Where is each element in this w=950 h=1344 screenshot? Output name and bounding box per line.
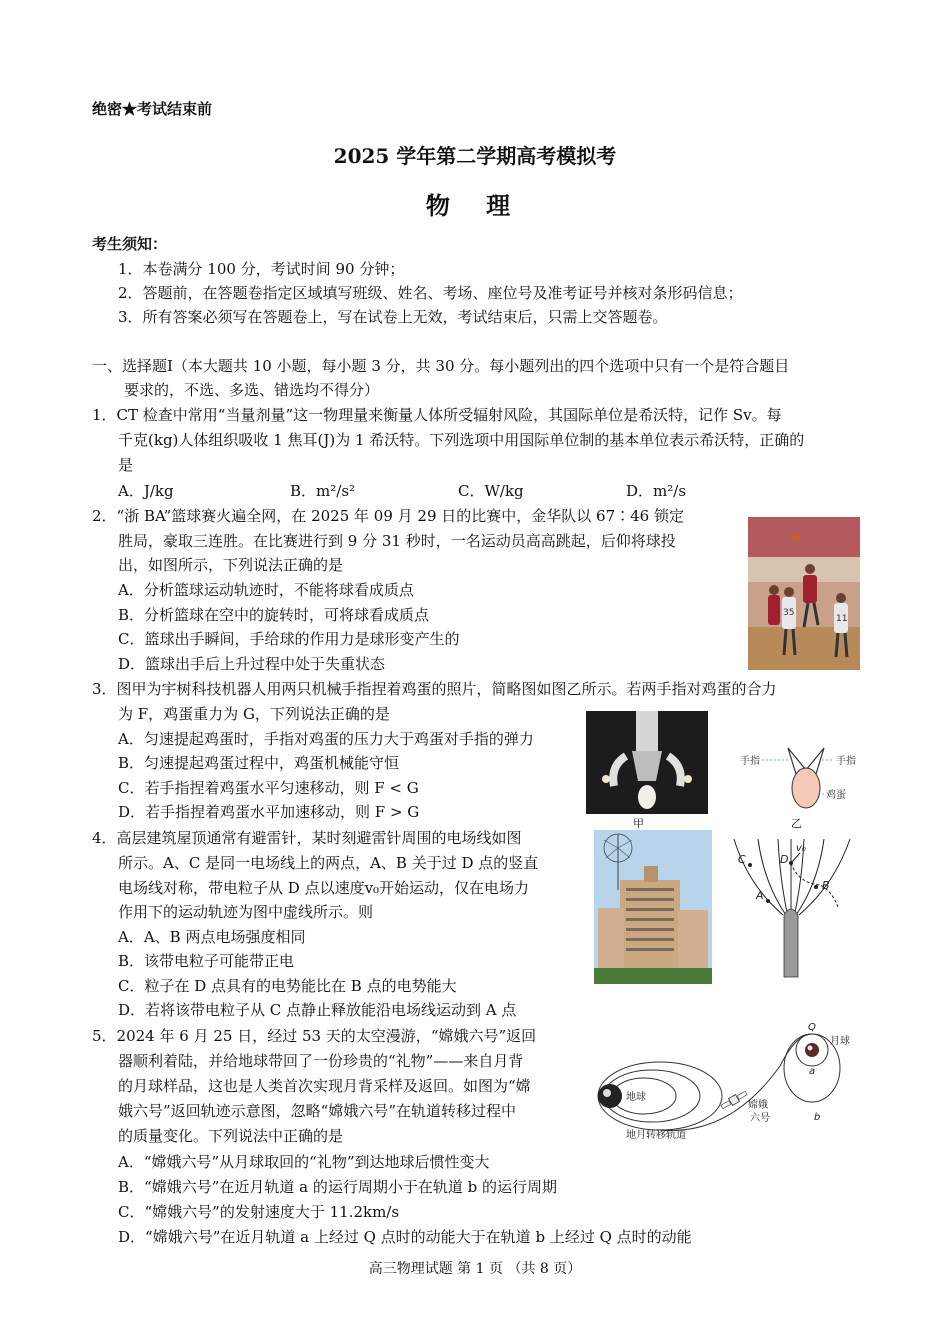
q2-option-a: A．分析篮球运动轨迹时，不能将球看成质点: [118, 581, 414, 599]
point-a-label: A: [756, 889, 764, 902]
q2-line: 出，如图所示，下列说法正确的是: [118, 556, 344, 574]
q2-line: 胜局，豪取三连胜。在比赛进行到 9 分 31 秒时，一名运动员高高跳起，后仰将球投: [118, 532, 676, 550]
notice-item: 1．本卷满分 100 分，考试时间 90 分钟；: [118, 260, 405, 278]
q5-line: 娥六号”返回轨迹示意图，忽略“嫦娥六号”在轨道转移过程中: [118, 1102, 517, 1120]
q5-line: 器顺利着陆，并给地球带回了一份珍贵的“礼物”——来自月背: [118, 1052, 524, 1070]
q4-option-d: D．若将该带电粒子从 C 点静止释放能沿电场线运动到 A 点: [118, 1001, 517, 1019]
q4-line: 电场线对称，带电粒子从 D 点以速度v₀开始运动，仅在电场力: [118, 879, 530, 897]
earth-label: 地球: [626, 1092, 646, 1103]
section-heading: 一、选择题Ⅰ（本大题共 10 小题，每小题 3 分，共 30 分。每小题列出的四个选项中只有一个是符合题目: [92, 357, 790, 375]
notice-item: 2．答题前，在答题卷指定区域填写班级、姓名、考场、座位号及准考证号并核对条形码信息；: [118, 284, 743, 302]
q1-line: 1．CT 检查中常用“当量剂量”这一物理量来衡量人体所受辐射风险，其国际单位是希沃特，记作 Sv。每: [92, 406, 782, 424]
q4-option-b: B．该带电粒子可能带正电: [118, 952, 295, 970]
q5-option-d: D．“嫦娥六号”在近月轨道 a 上经过 Q 点时的动能大于在轨道 b 上经过 Q 点时的动能: [118, 1228, 692, 1246]
q1-option-d: D．m²/s: [626, 482, 687, 500]
electric-field-diagram: [728, 835, 858, 980]
q4-line: 4．高层建筑屋顶通常有避雷针，某时刻避雷针周围的电场线如图: [92, 829, 522, 847]
q5-line: 的质量变化。下列说法中正确的是: [118, 1127, 344, 1145]
building-photo: [594, 830, 712, 984]
transfer-orbit-label: 地月转移轨道: [626, 1130, 686, 1141]
q5-line: 的月球样品，这也是人类首次实现月背采样及返回。如图为“嫦: [118, 1077, 531, 1095]
q4-option-c: C．粒子在 D 点具有的电势能比在 B 点的电势能大: [118, 977, 457, 995]
q3-option-a: A．匀速提起鸡蛋时，手指对鸡蛋的压力大于鸡蛋对手指的弹力: [118, 730, 534, 748]
figure-label-jia: 甲: [633, 817, 644, 830]
q1-line: 是: [118, 456, 134, 474]
orbit-a-label: a: [809, 1066, 816, 1077]
q2-option-c: C．篮球出手瞬间，手给球的作用力是球形变产生的: [118, 630, 460, 648]
basketball-photo: [748, 517, 860, 670]
q4-line: 作用下的运动轨迹为图中虚线所示。则: [118, 903, 374, 921]
q1-option-b: B．m²/s²: [290, 482, 356, 500]
egg-label: 鸡蛋: [826, 790, 846, 801]
point-b-label: B: [822, 879, 830, 892]
page-footer: 高三物理试题 第 1 页 （共 8 页）: [368, 1261, 582, 1277]
q4-option-a: A．A、B 两点电场强度相同: [118, 928, 306, 946]
jersey-number: 35: [783, 608, 795, 618]
confidential-mark: 绝密★考试结束前: [92, 100, 213, 118]
point-q-label: Q: [808, 1022, 816, 1033]
q5-option-a: A．“嫦娥六号”从月球取回的“礼物”到达地球后惯性变大: [118, 1153, 490, 1171]
velocity-label: v₀: [796, 843, 806, 854]
exam-title: 2025 学年第二学期高考模拟考: [333, 144, 617, 168]
q3-option-b: B．匀速提起鸡蛋过程中，鸡蛋机械能守恒: [118, 754, 400, 772]
q3-line: 为 F，鸡蛋重力为 G，下列说法正确的是: [118, 705, 390, 723]
jersey-number: 11: [836, 614, 848, 624]
q3-option-c: C．若手指捏着鸡蛋水平匀速移动，则 F < G: [118, 779, 419, 797]
notice-heading: 考生须知：: [92, 235, 168, 253]
figure-label-yi: 乙: [791, 817, 802, 830]
orbit-diagram: [590, 1016, 860, 1146]
q3-option-d: D．若手指捏着鸡蛋水平加速移动，则 F > G: [118, 803, 420, 821]
subject-title: 物 理: [425, 191, 525, 220]
q5-option-b: B．“嫦娥六号”在近月轨道 a 的运行周期小于在轨道 b 的运行周期: [118, 1178, 557, 1196]
q4-line: 所示。A、C 是同一电场线上的两点，A、B 关于过 D 点的竖直: [118, 854, 539, 872]
q1-option-a: A．J/kg: [118, 482, 174, 500]
q2-option-d: D．篮球出手后上升过程中处于失重状态: [118, 655, 386, 673]
q2-option-b: B．分析篮球在空中的旋转时，可将球看成质点: [118, 606, 430, 624]
q3-line: 3．图甲为宇树科技机器人用两只机械手指捏着鸡蛋的照片，简略图如图乙所示。若两手指对鸡蛋的合力: [92, 680, 777, 698]
moon-label: 月球: [830, 1036, 850, 1047]
finger-label: 手指: [740, 756, 760, 767]
point-d-label: D: [780, 853, 789, 866]
notice-item: 3．所有答案必须写在答题卷上，写在试卷上无效，考试结束后，只需上交答题卷。: [118, 308, 668, 326]
point-c-label: C: [738, 853, 746, 866]
q2-line: 2．“浙 BA”篮球赛火遍全网，在 2025 年 09 月 29 日的比赛中，金华队以 67∶46 锁定: [92, 507, 684, 525]
section-heading-cont: 要求的，不选、多选、错选均不得分）: [124, 381, 380, 399]
q5-line: 5．2024 年 6 月 25 日，经过 53 天的太空漫游，“嫦娥六号”返回: [92, 1027, 537, 1045]
q1-line: 千克(kg)人体组织吸收 1 焦耳(J)为 1 希沃特。下列选项中用国际单位制的基本单位表示希沃特，正确的: [118, 431, 805, 449]
robot-hand-photo: [586, 711, 708, 814]
q5-option-c: C．“嫦娥六号”的发射速度大于 11.2km/s: [118, 1203, 400, 1221]
orbit-b-label: b: [814, 1112, 821, 1123]
probe-label: 六号: [750, 1113, 770, 1124]
finger-label: 手指: [836, 756, 856, 767]
probe-label: 嫦娥: [748, 1100, 768, 1111]
q1-option-c: C．W/kg: [458, 482, 524, 500]
